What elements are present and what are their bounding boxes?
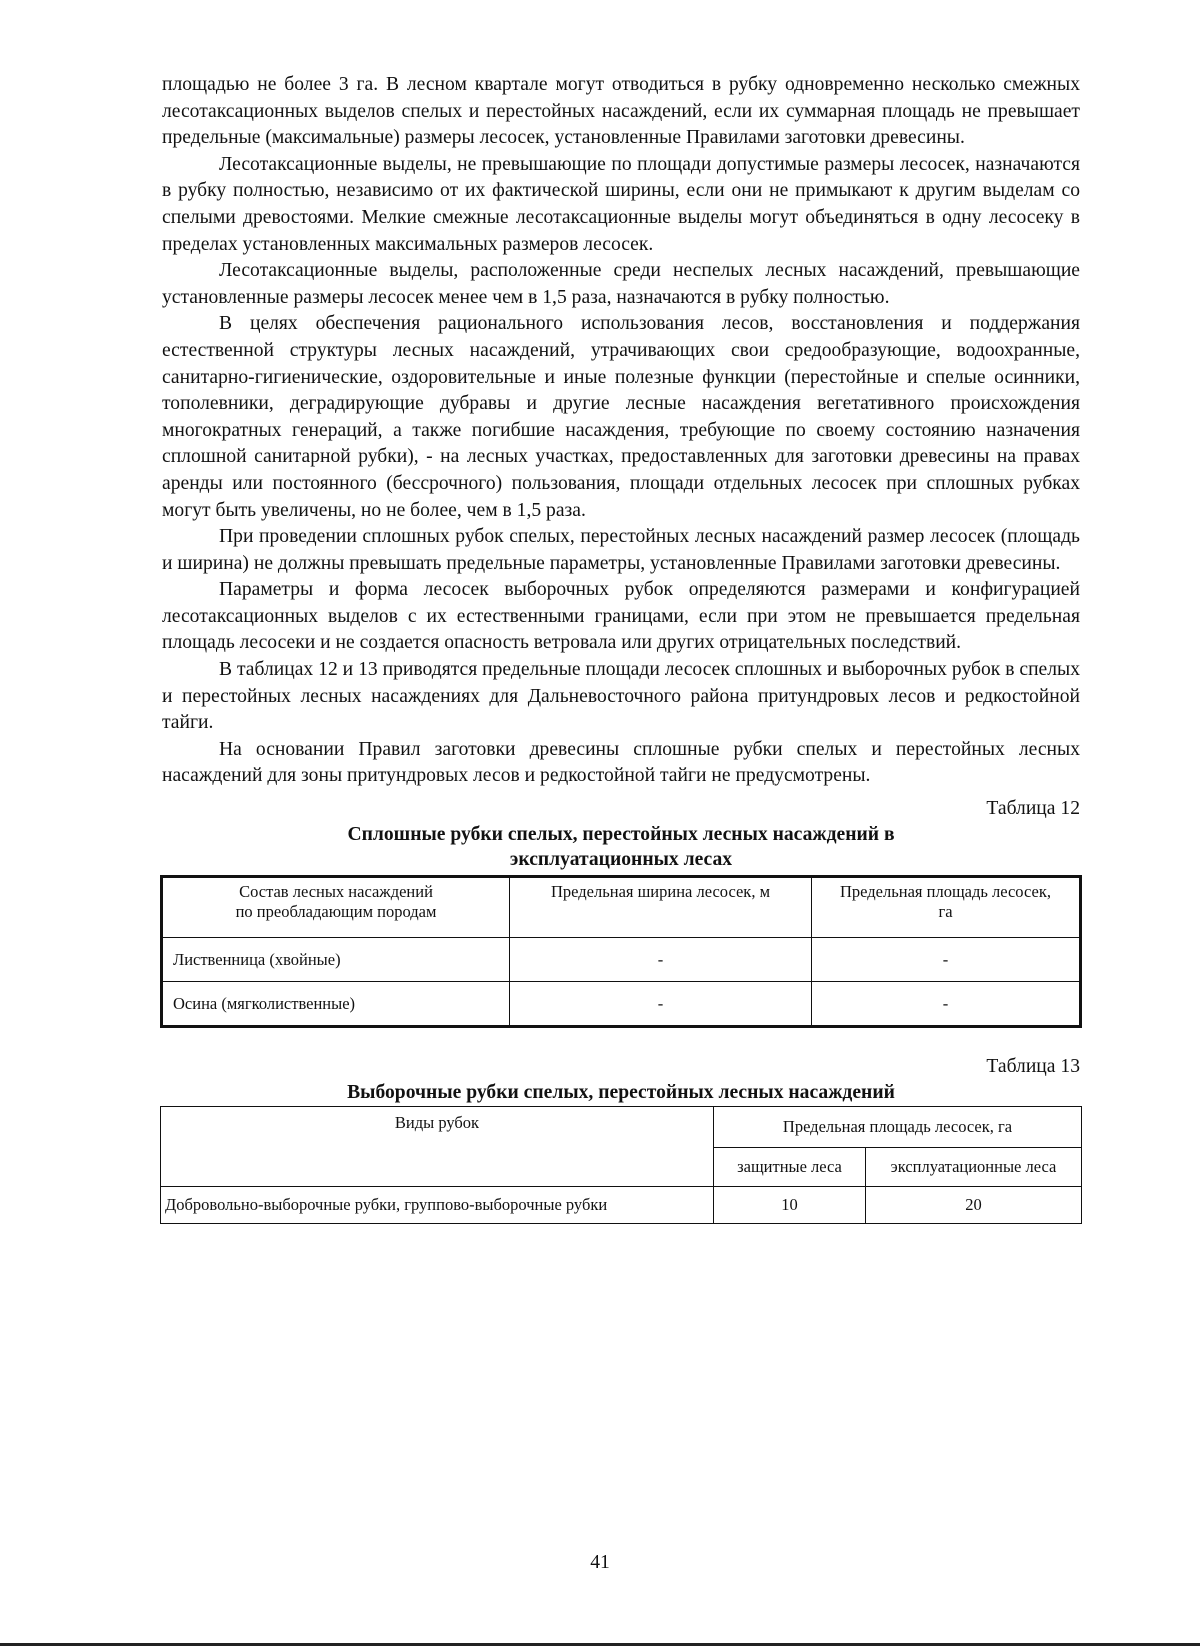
table-12-title-line2: эксплуатационных лесах	[509, 849, 733, 871]
table-12-header-width: Предельная ширина лесосек, м	[510, 877, 812, 938]
table-cell-species: Осина (мягколиственные)	[162, 982, 510, 1027]
table-12-title-line1: Сплошные рубки спелых, перестойных лесных насаждений в	[347, 824, 895, 846]
table-cell-operational: 20	[866, 1187, 1082, 1224]
table-12-header-row	[162, 877, 1081, 938]
table-12-caption: Таблица 12	[986, 798, 1080, 820]
table-13	[160, 1106, 1082, 1224]
paragraph-2: Лесотаксационные выделы, не превышающие по площади допустимые размеры лесосек, назначаются в рубку полностью, независимо от их фактической ширины, если они не примыкают к другим выделам со спелыми древостоями. Мелкие смежные лесотаксационные выделы могут объединяться в одну лесосеку в пределах установленных максимальных размеров лесосек.	[162, 153, 1080, 255]
table-13-header-area-group: Предельная площадь лесосек, га	[714, 1107, 1082, 1148]
paragraph-1: площадью не более 3 га. В лесном квартале могут отводиться в рубку одновременно несколько смежных лесотаксационных выделов спелых и перестойных насаждений, если их суммарная площадь не превышает предельные (максимальные) размеры лесосек, установленные Правилами заготовки древесины.	[162, 74, 1080, 149]
bottom-rule	[0, 1643, 1200, 1646]
table-13-title: Выборочные рубки спелых, перестойных лесных насаждений	[347, 1082, 895, 1104]
paragraph-4: В целях обеспечения рационального использования лесов, восстановления и поддержания естественной структуры лесных насаждений, утрачивающих свои средообразующие, водоохранные, санитарно-гигиенические, оздоровительные и иные полезные функции (перестойные и спелые осинники, тополевники, деградирующие дубравы и другие лесные насаждения вегетативного происхождения многократных генераций, а также погибшие насаждения, требующие по своему состоянию назначения сплошной санитарной рубки), - на лесных участках, предоставленных для заготовки древесины на правах аренды или постоянного (бессрочного) пользования, площади отдельных лесосек при сплошных рубках могут быть увеличены, но не более, чем в 1,5 раза.	[162, 313, 1080, 521]
table-row	[161, 1187, 1082, 1224]
table-12	[160, 875, 1082, 1028]
table-cell-width: -	[510, 938, 812, 982]
table-13-header-cut-types: Виды рубок	[161, 1107, 714, 1187]
document-page	[162, 72, 1080, 1224]
table-cell-species: Лиственница (хвойные)	[162, 938, 510, 982]
table-12-header-composition: Состав лесных насаждений по преобладающим породам	[162, 877, 510, 938]
table-13-caption: Таблица 13	[986, 1056, 1080, 1078]
table-cell-protective: 10	[714, 1187, 866, 1224]
page-number: 41	[590, 1552, 610, 1573]
table-cell-width: -	[510, 982, 812, 1027]
table-13-header-operational: эксплуатационные леса	[866, 1148, 1082, 1187]
table-cell-cut-type: Добровольно-выборочные рубки, группово-выборочные рубки	[161, 1187, 714, 1224]
paragraph-7: В таблицах 12 и 13 приводятся предельные площади лесосек сплошных и выборочных рубок в спелых и перестойных лесных насаждениях для Дальневосточного района притундровых лесов и редкостойной тайги.	[162, 659, 1080, 734]
paragraph-6: Параметры и форма лесосек выборочных рубок определяются размерами и конфигурацией лесотаксационных выделов с их естественными границами, если при этом не превышается предельная площадь лесосеки и не создается опасность ветровала или других отрицательных последствий.	[162, 579, 1080, 654]
paragraph-3: Лесотаксационные выделы, расположенные среди неспелых лесных насаждений, превышающие установленные размеры лесосек менее чем в 1,5 раза, назначаются в рубку полностью.	[162, 260, 1080, 308]
paragraph-5: При проведении сплошных рубок спелых, перестойных лесных насаждений размер лесосек (площадь и ширина) не должны превышать предельные параметры, установленные Правилами заготовки древесины.	[162, 526, 1080, 574]
table-row	[162, 938, 1081, 982]
table-13-header-row	[161, 1107, 1082, 1148]
paragraph-8: На основании Правил заготовки древесины сплошные рубки спелых и перестойных лесных насаждений для зоны притундровых лесов и редкостойной тайги не предусмотрены.	[162, 738, 1080, 787]
table-12-header-area: Предельная площадь лесосек, га	[812, 877, 1081, 938]
table-row	[162, 982, 1081, 1027]
table-cell-area: -	[812, 982, 1081, 1027]
table-13-header-protective: защитные леса	[714, 1148, 866, 1187]
table-cell-area: -	[812, 938, 1081, 982]
